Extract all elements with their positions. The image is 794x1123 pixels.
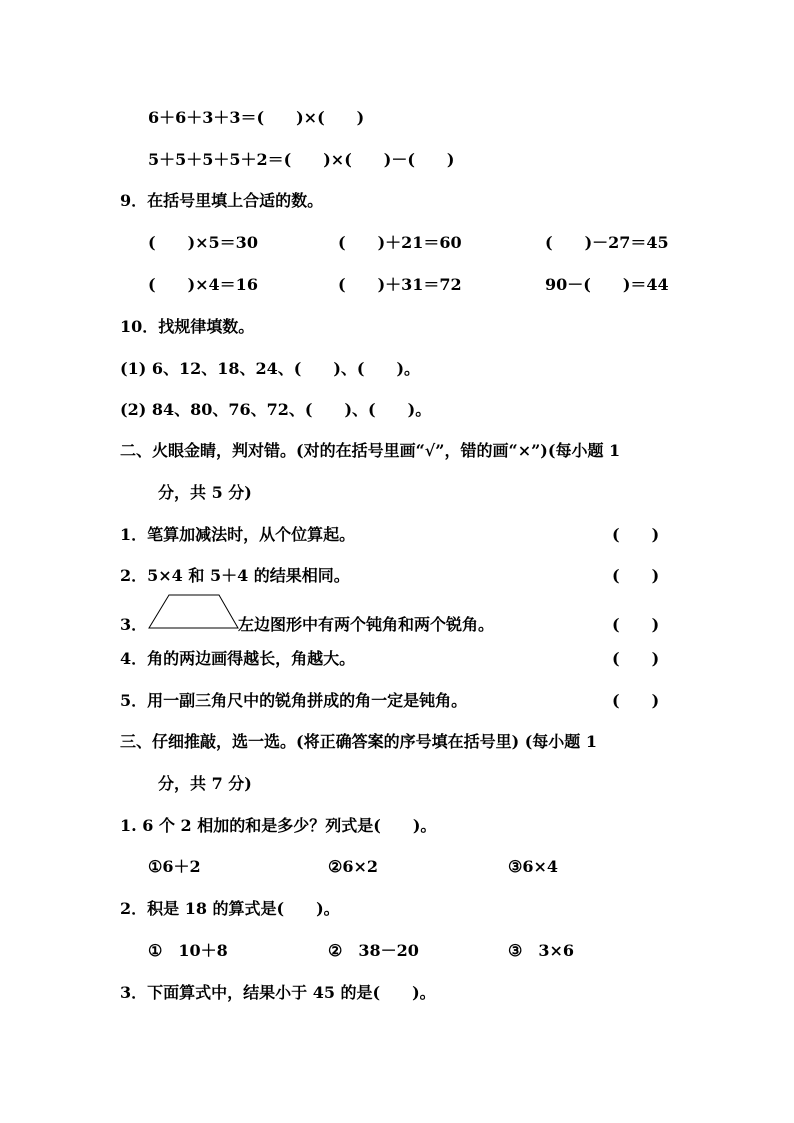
q9-r1-c1: ( )×5＝30: [148, 233, 258, 252]
q9-r1-c3: ( )－27＝45: [545, 233, 669, 252]
mc-q2-option-3: ③ 3×6: [508, 941, 575, 960]
q9-r2-c2: ( )＋31＝72: [338, 275, 462, 294]
mc-question-1: 1. 6 个 2 相加的和是多少？列式是( )。: [120, 816, 437, 835]
tf-blank-4: ( ): [612, 649, 660, 668]
q10-title: 10．找规律填数。: [120, 317, 255, 336]
section2-heading-cont: 分，共 5 分): [158, 483, 252, 502]
mc-q1-option-3: ③6×4: [508, 857, 559, 876]
mc-q1-option-2: ②6×2: [328, 857, 379, 876]
tf-blank-3: ( ): [612, 615, 660, 634]
tf-item-5: 5．用一副三角尺中的锐角拼成的角一定是钝角。: [120, 691, 468, 710]
section2-heading: 二、火眼金睛，判对错。(对的在括号里画“√”，错的画“×”)(每小题 1: [120, 441, 621, 460]
section3-heading: 三、仔细推敲，选一选。(将正确答案的序号填在括号里) (每小题 1: [120, 732, 597, 751]
mc-question-3: 3．下面算式中，结果小于 45 的是( )。: [120, 983, 436, 1002]
q10-item-2: (2) 84、80、76、72、( )、( )。: [120, 400, 432, 419]
tf-item-2: 2．5×4 和 5＋4 的结果相同。: [120, 566, 350, 585]
trapezoid-figure: [148, 594, 240, 630]
q9-r2-c3: 90－( )＝44: [545, 275, 669, 294]
q10-item-1: (1) 6、12、18、24、( )、( )。: [120, 359, 421, 378]
section3-heading-cont: 分，共 7 分): [158, 774, 252, 793]
expression-line-2: 5＋5＋5＋5＋2＝( )×( )－( ): [148, 150, 455, 169]
tf-item-3-number: 3．: [120, 615, 148, 634]
mc-q2-option-2: ② 38－20: [328, 941, 419, 960]
tf-item-4: 4．角的两边画得越长，角越大。: [120, 649, 356, 668]
tf-item-1: 1．笔算加减法时，从个位算起。: [120, 525, 356, 544]
q9-r2-c1: ( )×4＝16: [148, 275, 258, 294]
tf-blank-5: ( ): [612, 691, 660, 710]
tf-blank-2: ( ): [612, 566, 660, 585]
tf-item-3: 左边图形中有两个钝角和两个锐角。: [238, 615, 495, 634]
expression-line-1: 6＋6＋3＋3＝( )×( ): [148, 108, 365, 127]
tf-blank-1: ( ): [612, 525, 660, 544]
q9-r1-c2: ( )＋21＝60: [338, 233, 462, 252]
mc-q1-option-1: ①6＋2: [148, 857, 201, 876]
q9-title: 9．在括号里填上合适的数。: [120, 191, 324, 210]
mc-q2-option-1: ① 10＋8: [148, 941, 228, 960]
mc-question-2: 2．积是 18 的算式是( )。: [120, 899, 340, 918]
